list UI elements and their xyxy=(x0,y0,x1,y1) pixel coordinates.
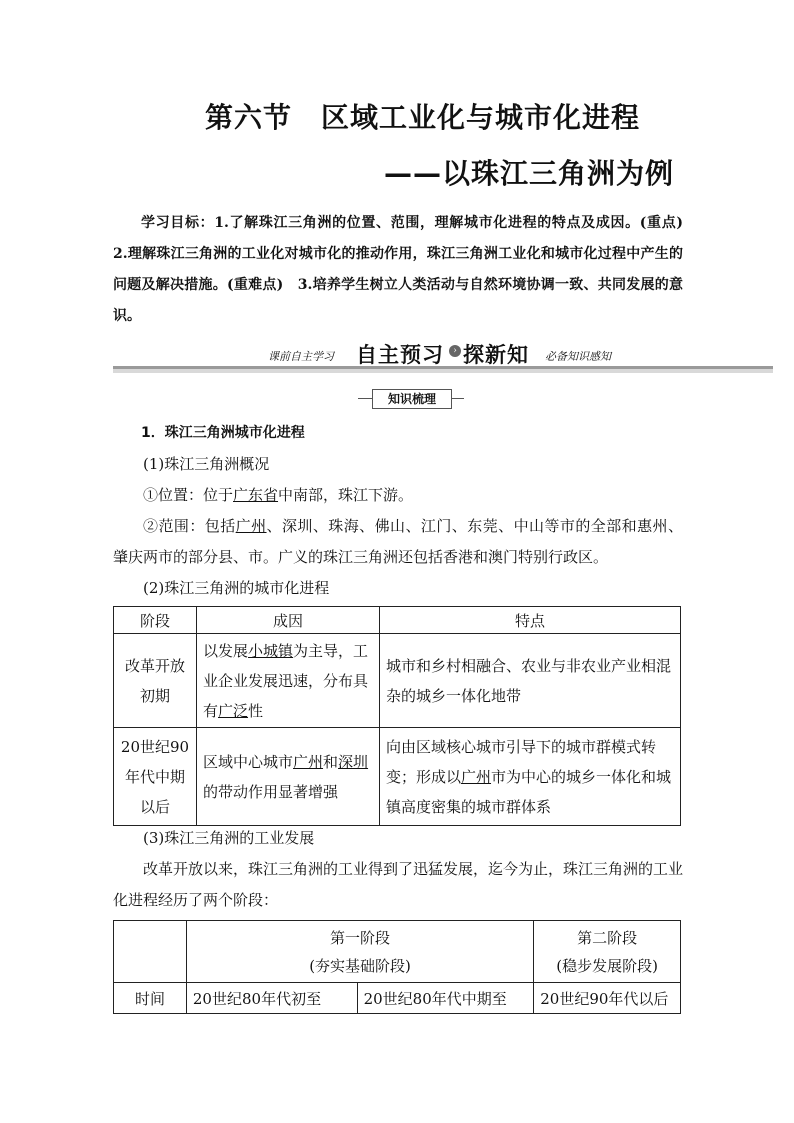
table-cell-feature: 城市和乡村相融合、农业与非农业产业相混杂的城乡一体化地带 xyxy=(380,634,681,728)
table-row xyxy=(114,634,681,728)
stage-1-sublabel: (夯实基础阶段) xyxy=(309,956,411,975)
banner-main-label-2: 探新知 xyxy=(463,343,529,367)
banner-arrow-icon: › xyxy=(449,345,461,357)
cause-underline: 小城镇 xyxy=(248,641,294,660)
cause-underline: 广州 xyxy=(293,752,324,771)
banner-right-label: 必备知识感知 xyxy=(545,350,611,363)
table-corner xyxy=(114,921,187,983)
table-header-feature: 特点 xyxy=(380,607,681,634)
heading-1-3: (3)珠江三角洲的工业发展 xyxy=(143,829,315,847)
range-paragraph xyxy=(113,511,683,573)
table-cell-time-2: 20世纪80年代中期至 xyxy=(357,983,534,1014)
location-suffix: 中南部，珠江下游。 xyxy=(278,486,414,504)
table-cell-cause xyxy=(197,634,380,728)
cause-underline-2: 广泛 xyxy=(218,701,249,720)
cause-middle: 为主导，工业企业发展迅速，分布具有 xyxy=(203,641,369,720)
cause-prefix: 区域中心城市 xyxy=(203,752,294,771)
table-row xyxy=(114,728,681,826)
table-header-cause: 成因 xyxy=(197,607,380,634)
table-cell-stage: 改革开放初期 xyxy=(114,634,197,728)
range-suffix: 、深圳、珠海、佛山、江门、东莞、中山等市的全部和惠州、肇庆两市的部分县、市。广义的珠江三角洲还包括香港和澳门特别行政区。 xyxy=(113,517,683,566)
stage-2-sublabel: (稳步发展阶段) xyxy=(556,956,658,975)
location-prefix: ①位置：位于 xyxy=(143,486,234,504)
heading-1-1: (1)珠江三角洲概况 xyxy=(143,455,270,473)
cause-suffix: 性 xyxy=(248,701,264,720)
table-header-stage: 阶段 xyxy=(114,607,197,634)
table-row xyxy=(114,983,681,1014)
industry-paragraph: 改革开放以来，珠江三角洲的工业得到了迅猛发展，迄今为止，珠江三角洲的工业化进程经历了两个阶段： xyxy=(113,860,684,909)
heading-1-2: (2)珠江三角洲的城市化进程 xyxy=(143,579,330,597)
banner-shadow xyxy=(113,369,773,373)
location-underline: 广东省 xyxy=(233,486,279,504)
table-cell-feature xyxy=(380,728,681,826)
table-cell-time-1: 20世纪80年代初至 xyxy=(186,983,357,1014)
stage-2-label: 第二阶段 xyxy=(577,928,638,947)
stage-1-label: 第一阶段 xyxy=(330,928,391,947)
page-title: 第六节 区域工业化与城市化进程 xyxy=(205,101,641,134)
table-cell-time-3: 20世纪90年代以后 xyxy=(534,983,681,1014)
table-cell-time-label: 时间 xyxy=(114,983,187,1014)
table-header-stage-2 xyxy=(534,921,681,983)
cause-underline-2: 深圳 xyxy=(338,752,369,771)
table-header-stage-1 xyxy=(186,921,533,983)
table-cell-stage: 20世纪90年代中期以后 xyxy=(114,728,197,826)
learning-goals-text: 学习目标：1.了解珠江三角洲的位置、范围，理解城市化进程的特点及成因。(重点) 2.理解珠江三角洲的工业化对城市化的推动作用，珠江三角洲工业化和城市化过程中产生的问题及解决措施。(重难点) 3.培养学生树立人类活动与自然环境协调一致、共同发展的意识。 xyxy=(113,215,697,324)
industry-table xyxy=(113,920,681,1014)
cause-suffix: 的带动作用显著增强 xyxy=(203,782,339,801)
urbanization-table xyxy=(113,606,681,826)
section-tag: 知识梳理 xyxy=(372,389,452,409)
learning-goals xyxy=(113,208,697,332)
location-paragraph xyxy=(113,480,683,511)
range-prefix: ②范围：包括 xyxy=(143,517,236,535)
feature-prefix: 向由区域核心城市引导下的城市群模式转变；形成以 xyxy=(386,737,657,786)
feature-suffix: 市为中心的城乡一体化和城镇高度密集的城市群体系 xyxy=(386,767,672,816)
feature-underline: 广州 xyxy=(461,767,492,786)
banner-left-label: 课前自主学习 xyxy=(268,350,334,363)
heading-1: 1．珠江三角洲城市化进程 xyxy=(141,425,305,441)
banner-main-label: 自主预习 xyxy=(356,343,444,367)
table-cell-cause xyxy=(197,728,380,826)
page-subtitle: ——以珠江三角洲为例 xyxy=(384,157,675,190)
cause-middle: 和 xyxy=(323,752,339,771)
range-underline: 广州 xyxy=(235,517,267,535)
cause-prefix: 以发展 xyxy=(203,641,249,660)
